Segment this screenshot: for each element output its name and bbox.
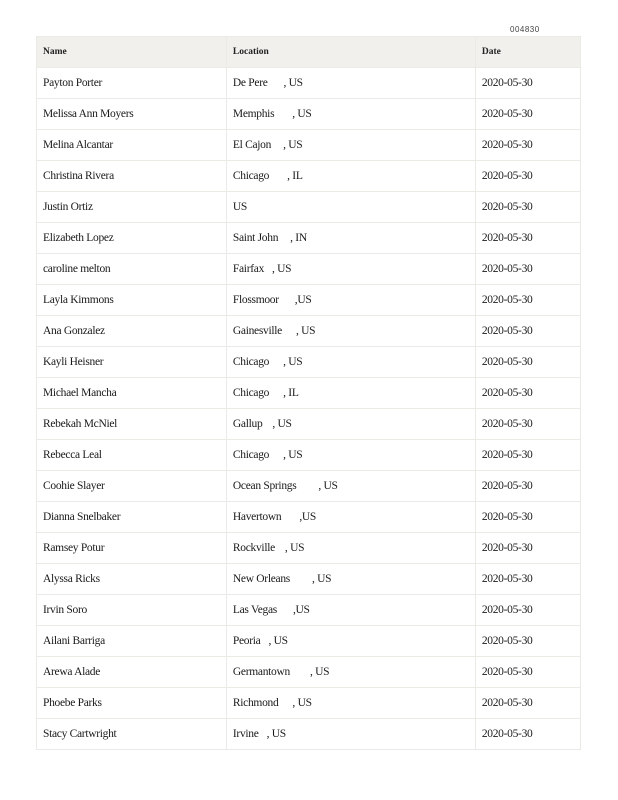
table-row [37,254,581,285]
cell-name: Ailani Barriga [37,626,227,657]
cell-date: 2020-05-30 [475,440,580,471]
location-city: Gainesville [232,325,282,337]
location-city: Peoria [232,635,261,647]
cell-location [226,471,475,502]
cell-location [226,564,475,595]
cell-date: 2020-05-30 [475,719,580,750]
cell-location [226,347,475,378]
cell-date: 2020-05-30 [475,657,580,688]
cell-date: 2020-05-30 [475,378,580,409]
cell-location [226,99,475,130]
cell-name: Ana Gonzalez [37,316,227,347]
cell-date: 2020-05-30 [475,409,580,440]
cell-location [226,688,475,719]
location-city: Germantown [232,666,290,678]
table-row [37,378,581,409]
table-row [37,688,581,719]
cell-name: Melissa Ann Moyers [37,99,227,130]
location-region: , US [311,573,332,585]
location-city: Chicago [232,356,270,368]
location-region: , US [292,697,312,709]
location-region: ,US [294,294,312,306]
table-row [37,471,581,502]
cell-date: 2020-05-30 [475,285,580,316]
table-row [37,626,581,657]
cell-date: 2020-05-30 [475,99,580,130]
cell-location [226,316,475,347]
table-row [37,68,581,99]
table-row [37,223,581,254]
cell-name: Elizabeth Lopez [37,223,227,254]
location-region: , US [283,356,303,368]
table-row [37,347,581,378]
cell-date: 2020-05-30 [475,68,580,99]
location-city: Richmond [232,697,279,709]
table-row [37,161,581,192]
location-region: , US [309,666,330,678]
location-region: , US [272,418,292,430]
table-row [37,192,581,223]
table-body [37,68,581,750]
cell-name: Justin Ortiz [37,192,227,223]
cell-date: 2020-05-30 [475,564,580,595]
location-city: De Pere [232,77,268,89]
location-region: , US [295,325,316,337]
location-region: , IL [283,387,299,399]
cell-location [226,161,475,192]
cell-name: Payton Porter [37,68,227,99]
cell-date: 2020-05-30 [475,595,580,626]
cell-name: Melina Alcantar [37,130,227,161]
cell-location [226,223,475,254]
cell-name: Layla Kimmons [37,285,227,316]
cell-date: 2020-05-30 [475,161,580,192]
header-row [37,37,581,68]
cell-name: Michael Mancha [37,378,227,409]
table-row [37,657,581,688]
cell-date: 2020-05-30 [475,254,580,285]
cell-name: Kayli Heisner [37,347,227,378]
table-row [37,130,581,161]
cell-location [226,533,475,564]
cell-location [226,719,475,750]
location-city: El Cajon [232,139,272,151]
table-row [37,316,581,347]
cell-date: 2020-05-30 [475,502,580,533]
cell-name: Rebekah McNiel [37,409,227,440]
location-city: Ocean Springs [232,480,297,492]
location-city: Irvine [232,728,259,740]
header-location: Location [226,37,475,68]
cell-date: 2020-05-30 [475,688,580,719]
location-region: , US [284,542,305,554]
location-region: , US [266,728,286,740]
table-row [37,564,581,595]
cell-name: Ramsey Potur [37,533,227,564]
cell-name: Alyssa Ricks [37,564,227,595]
cell-name: Stacy Cartwright [37,719,227,750]
cell-name: Arewa Alade [37,657,227,688]
location-region: , US [272,263,292,275]
table-row [37,440,581,471]
table-row [37,719,581,750]
table-row [37,285,581,316]
cell-name: Phoebe Parks [37,688,227,719]
cell-location [226,254,475,285]
cell-name: caroline melton [37,254,227,285]
location-city: Flossmoor [232,294,279,306]
location-city: Chicago [232,387,270,399]
cell-location [226,502,475,533]
cell-name: Irvin Soro [37,595,227,626]
signatures-table [36,36,581,750]
cell-date: 2020-05-30 [475,223,580,254]
table-row [37,502,581,533]
location-city: Chicago [232,449,270,461]
cell-date: 2020-05-30 [475,347,580,378]
cell-date: 2020-05-30 [475,192,580,223]
cell-location [226,595,475,626]
cell-date: 2020-05-30 [475,533,580,564]
cell-name: Coohie Slayer [37,471,227,502]
cell-name: Dianna Snelbaker [37,502,227,533]
location-city: Saint John [232,232,279,244]
table-row [37,533,581,564]
cell-location [226,285,475,316]
cell-location [226,192,475,223]
location-city: Gallup [232,418,263,430]
location-city: Las Vegas [232,604,277,616]
location-city: Rockville [232,542,275,554]
header-date: Date [475,37,580,68]
location-city: Memphis [232,108,275,120]
cell-date: 2020-05-30 [475,130,580,161]
cell-name: Christina Rivera [37,161,227,192]
header-name: Name [37,37,227,68]
location-region: , IN [290,232,307,244]
location-region: , US [283,77,303,89]
cell-name: Rebecca Leal [37,440,227,471]
location-city: US [232,201,248,213]
cell-location [226,626,475,657]
cell-location [226,130,475,161]
location-region: ,US [299,511,316,523]
location-region: , US [283,449,303,461]
table-row [37,409,581,440]
location-region: , US [318,480,338,492]
location-region: , US [268,635,288,647]
location-city: Fairfax [232,263,265,275]
location-region: , US [283,139,303,151]
location-city: Chicago [232,170,270,182]
cell-date: 2020-05-30 [475,316,580,347]
cell-date: 2020-05-30 [475,626,580,657]
table-row [37,595,581,626]
location-city: Havertown [232,511,282,523]
page-id: 004830 [510,25,540,34]
location-city: New Orleans [232,573,290,585]
cell-location [226,68,475,99]
location-region: , US [292,108,312,120]
location-region: ,US [292,604,310,616]
location-region: , IL [287,170,303,182]
table-header [37,37,581,68]
cell-location [226,409,475,440]
cell-location [226,657,475,688]
table-row [37,99,581,130]
cell-date: 2020-05-30 [475,471,580,502]
cell-location [226,378,475,409]
cell-location [226,440,475,471]
